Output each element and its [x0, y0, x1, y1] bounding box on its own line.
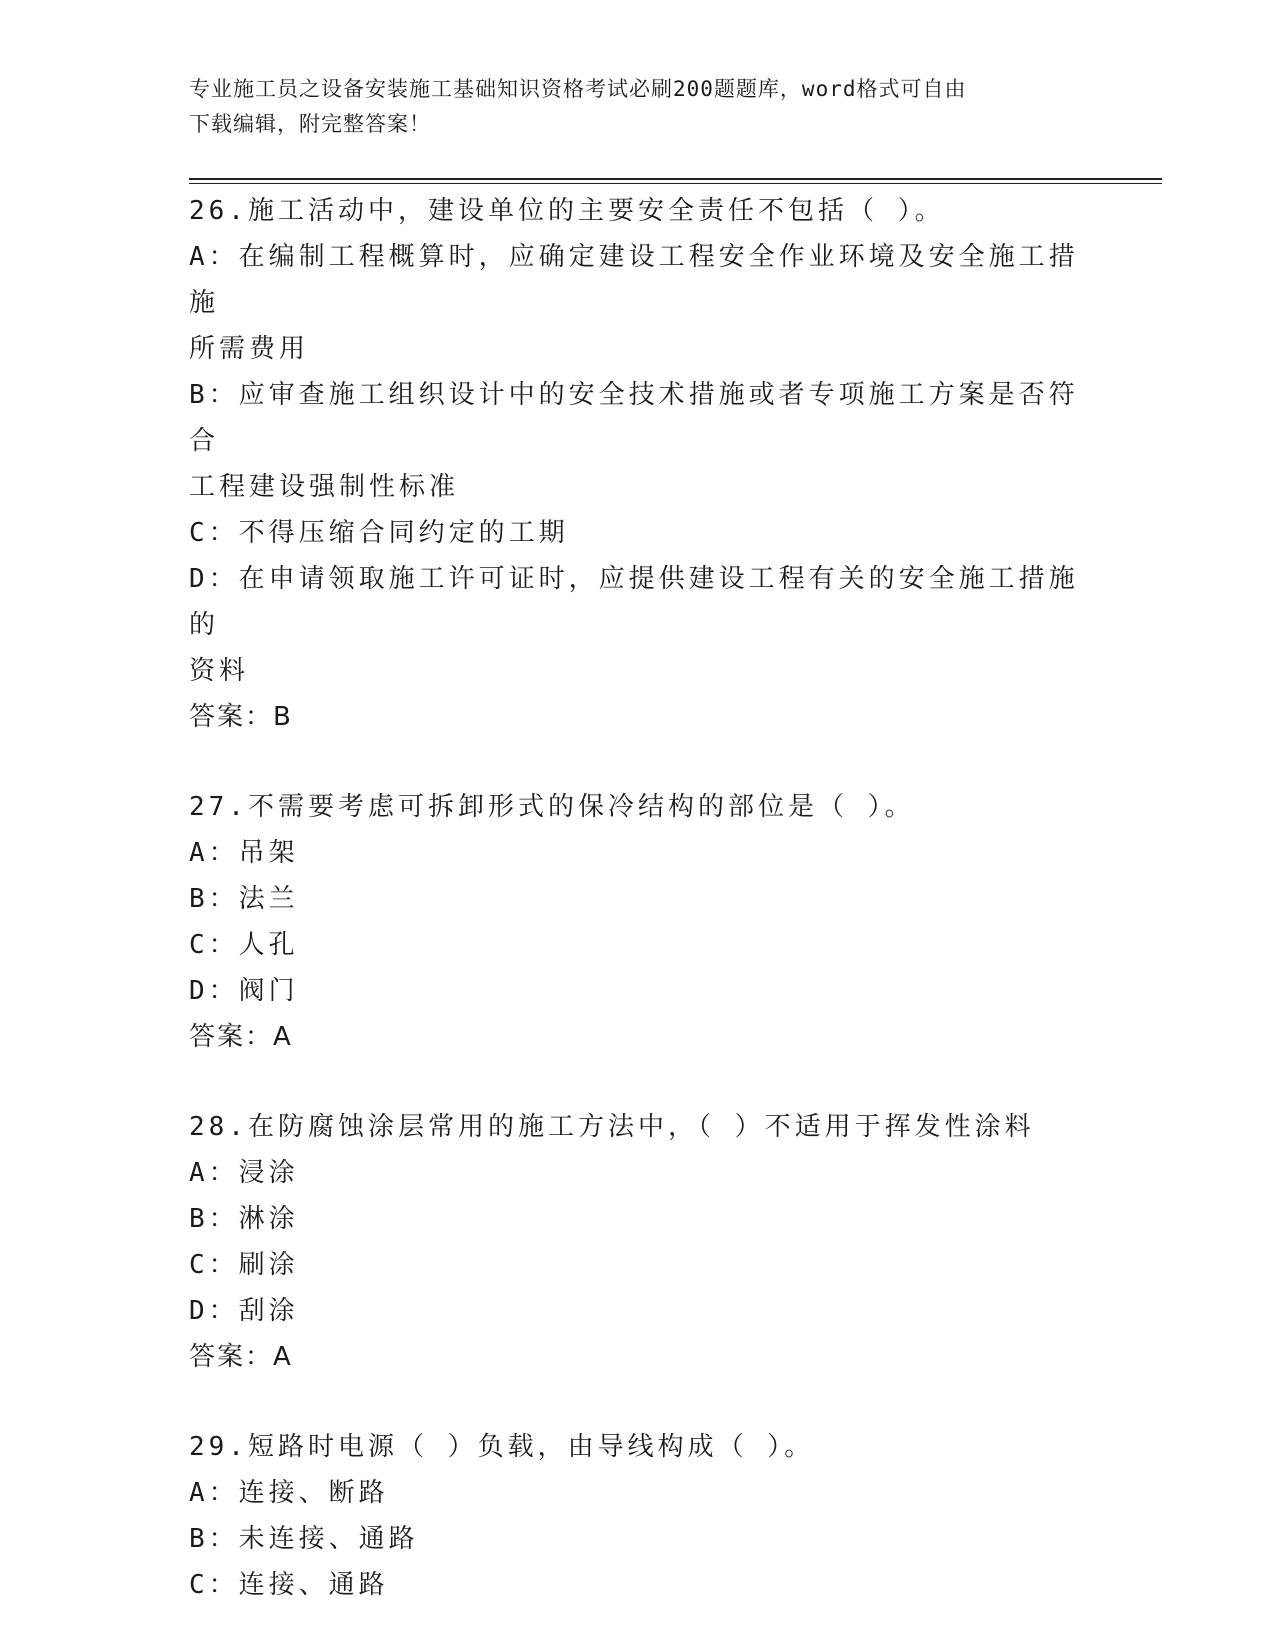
option-b: B：未连接、通路 [189, 1524, 419, 1554]
question-stem: 26.施工活动中，建设单位的主要安全责任不包括（ ）。 [189, 196, 945, 226]
header-divider-thin [189, 183, 1162, 184]
option-text-continued: 资料 [189, 656, 250, 686]
option-d: D：阀门 [189, 976, 299, 1006]
option-c: C：连接、通路 [189, 1570, 389, 1600]
option-d [189, 556, 1089, 694]
option-a: A：浸涂 [189, 1158, 299, 1188]
option-text: B：应审查施工组织设计中的安全技术措施或者专项施工方案是否符合 [189, 380, 1079, 456]
option-a: A：连接、断路 [189, 1478, 389, 1508]
header-divider [189, 178, 1162, 180]
header-title-line-1: 专业施工员之设备安装施工基础知识资格考试必刷200题题库，word格式可自由 [189, 77, 967, 101]
option-a [189, 234, 1089, 372]
option-d: D：刮涂 [189, 1296, 299, 1326]
option-text-continued: 所需费用 [189, 334, 310, 364]
question-27 [189, 784, 1089, 1060]
option-c: C：刷涂 [189, 1250, 299, 1280]
option-a: A：吊架 [189, 838, 299, 868]
option-c: C：人孔 [189, 930, 299, 960]
option-text-continued: 工程建设强制性标准 [189, 472, 460, 502]
option-text: A：在编制工程概算时，应确定建设工程安全作业环境及安全施工措施 [189, 242, 1079, 318]
option-text: D：在申请领取施工许可证时，应提供建设工程有关的安全施工措施的 [189, 564, 1079, 640]
answer-label: 答案：A [189, 1342, 293, 1372]
option-b [189, 372, 1089, 510]
option-b: B：法兰 [189, 884, 299, 914]
answer-label: 答案：A [189, 1022, 293, 1052]
question-stem: 27.不需要考虑可拆卸形式的保冷结构的部位是（ ）。 [189, 792, 915, 822]
question-stem: 28.在防腐蚀涂层常用的施工方法中，（ ）不适用于挥发性涂料 [189, 1112, 1035, 1142]
answer-label: 答案：B [189, 702, 293, 732]
question-26 [189, 188, 1089, 740]
option-c [189, 510, 1089, 556]
question-list [189, 188, 1089, 1652]
question-stem: 29.短路时电源（ ）负载，由导线构成（ ）。 [189, 1432, 815, 1462]
document-header [189, 72, 1079, 142]
header-title-line-2: 下载编辑，附完整答案！ [189, 112, 431, 136]
question-29 [189, 1424, 1089, 1608]
question-28 [189, 1104, 1089, 1380]
option-text: C：不得压缩合同约定的工期 [189, 518, 569, 548]
option-b: B：淋涂 [189, 1204, 299, 1234]
